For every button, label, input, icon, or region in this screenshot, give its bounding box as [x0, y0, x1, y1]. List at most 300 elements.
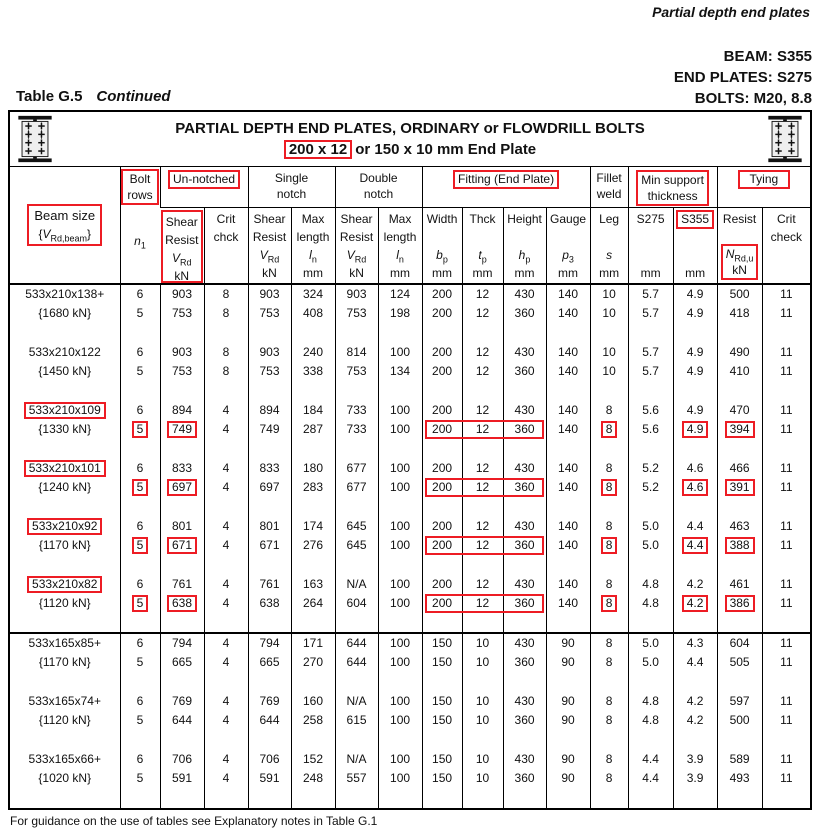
spacer-cell — [160, 555, 204, 575]
highlighted-value: 391 — [725, 479, 755, 496]
data-cell: 4 — [204, 750, 248, 769]
data-cell: 12 — [462, 401, 503, 420]
data-cell: 5.6 — [628, 420, 673, 439]
data-cell: 665 — [160, 653, 204, 672]
data-cell: 733 — [335, 420, 378, 439]
data-cell: 801 — [160, 517, 204, 536]
data-cell: 360 — [503, 653, 546, 672]
data-cell: 150 — [422, 692, 462, 711]
data-cell: 4.8 — [628, 692, 673, 711]
data-cell: 4 — [204, 575, 248, 594]
data-cell: 100 — [378, 401, 422, 420]
data-cell: 11 — [762, 769, 810, 788]
spec-bolts: BOLTS: M20, 8.8 — [694, 90, 812, 107]
data-cell: 11 — [762, 575, 810, 594]
spacer-cell — [160, 323, 204, 343]
data-cell: 100 — [378, 536, 422, 555]
spacer-cell — [120, 672, 160, 692]
beam-capacity-cell: {1120 kN} — [38, 712, 91, 727]
data-cell: 589 — [717, 750, 762, 769]
spacer-cell — [546, 439, 590, 459]
spec-block — [674, 46, 812, 109]
spacer-cell — [10, 323, 120, 343]
data-cell: 5.0 — [628, 517, 673, 536]
data-cell — [673, 478, 717, 497]
spacer-cell — [422, 613, 462, 633]
spacer-cell — [291, 788, 335, 808]
spacer-cell — [10, 730, 120, 750]
data-cell: 4.6 — [673, 459, 717, 478]
header-group-fillet-weld: Fillet weld — [590, 167, 628, 207]
highlighted-value: 5 — [132, 479, 149, 496]
data-cell: 8 — [590, 517, 628, 536]
highlighted-value: 749 — [167, 421, 197, 438]
data-cell: 184 — [291, 401, 335, 420]
spacer-cell — [590, 672, 628, 692]
data-cell: 4.4 — [673, 653, 717, 672]
data-cell: 430 — [503, 284, 546, 304]
data-cell: 100 — [378, 459, 422, 478]
beam-capacity-row — [10, 594, 810, 613]
data-cell: 6 — [120, 633, 160, 653]
data-cell: 140 — [546, 536, 590, 555]
data-cell: 604 — [335, 594, 378, 613]
data-cell: 591 — [248, 769, 291, 788]
data-cell — [717, 594, 762, 613]
spacer-cell — [673, 381, 717, 401]
spacer-cell — [762, 381, 810, 401]
data-cell: 665 — [248, 653, 291, 672]
header-group-min-support: Min support thickness — [628, 167, 717, 207]
data-cell: 10 — [462, 750, 503, 769]
data-cell: 124 — [378, 284, 422, 304]
data-cell: 894 — [248, 401, 291, 420]
spacer-cell — [248, 613, 291, 633]
spacer-cell — [673, 323, 717, 343]
spacer-cell — [546, 613, 590, 633]
data-cell: 140 — [546, 362, 590, 381]
data-cell: 11 — [762, 594, 810, 613]
spacer-cell — [422, 497, 462, 517]
spacer-row — [10, 672, 810, 692]
header-weld-leg: Leg s mm — [590, 207, 628, 284]
spacer-cell — [248, 555, 291, 575]
spacer-cell — [590, 381, 628, 401]
beam-size-label: 533x165x74+ — [28, 693, 101, 708]
data-cell: 10 — [462, 653, 503, 672]
data-cell: 200 — [422, 517, 462, 536]
data-cell: 100 — [378, 769, 422, 788]
data-cell: 761 — [160, 575, 204, 594]
data-cell: 604 — [717, 633, 762, 653]
spacer-row — [10, 613, 810, 633]
spacer-cell — [291, 730, 335, 750]
data-cell: N/A — [335, 692, 378, 711]
data-cell: 160 — [291, 692, 335, 711]
data-cell: 645 — [335, 536, 378, 555]
data-cell: 3.9 — [673, 769, 717, 788]
data-cell: 4.8 — [628, 711, 673, 730]
data-cell: 4.3 — [673, 633, 717, 653]
spacer-cell — [160, 788, 204, 808]
data-cell — [160, 420, 204, 439]
data-cell: 4.9 — [673, 284, 717, 304]
data-cell: 644 — [335, 653, 378, 672]
data-cell: 4 — [204, 536, 248, 555]
highlighted-value: 5 — [132, 537, 149, 554]
spacer-cell — [10, 381, 120, 401]
highlighted-value: 394 — [725, 421, 755, 438]
data-cell: 8 — [590, 750, 628, 769]
beam-capacity-row — [10, 362, 810, 381]
beam-capacity-cell: {1170 kN} — [38, 537, 91, 552]
data-cell: 5.7 — [628, 362, 673, 381]
spacer-cell — [120, 497, 160, 517]
data-cell: 5.0 — [628, 536, 673, 555]
data-cell: 90 — [546, 769, 590, 788]
spacer-cell — [120, 555, 160, 575]
data-cell: 90 — [546, 633, 590, 653]
data-cell: 264 — [291, 594, 335, 613]
data-cell: 8 — [590, 575, 628, 594]
data-cell: 8 — [590, 653, 628, 672]
spacer-row — [10, 381, 810, 401]
header-height: Height $h_p$ mm — [503, 207, 546, 284]
data-cell: 174 — [291, 517, 335, 536]
data-cell: 644 — [160, 711, 204, 730]
beam-capacity-row — [10, 304, 810, 323]
spacer-cell — [160, 497, 204, 517]
spacer-cell — [160, 730, 204, 750]
spacer-cell — [248, 788, 291, 808]
data-cell: 200 — [422, 362, 462, 381]
spacer-cell — [10, 555, 120, 575]
data-cell: 903 — [248, 284, 291, 304]
data-cell: 8 — [204, 284, 248, 304]
spacer-cell — [291, 613, 335, 633]
spacer-cell — [422, 381, 462, 401]
data-cell: 5.2 — [628, 478, 673, 497]
spacer-cell — [248, 497, 291, 517]
spacer-cell — [10, 672, 120, 692]
data-cell: 4.8 — [628, 594, 673, 613]
data-cell — [120, 478, 160, 497]
data-cell: 500 — [717, 284, 762, 304]
spacer-cell — [422, 555, 462, 575]
header-group-unnotched: Un-notched — [160, 167, 248, 207]
beam-capacity-row — [10, 711, 810, 730]
table-title-bar — [10, 112, 810, 167]
spacer-cell — [120, 788, 160, 808]
spacer-cell — [378, 439, 422, 459]
data-cell: 753 — [248, 304, 291, 323]
data-cell: 10 — [590, 284, 628, 304]
data-cell — [717, 478, 762, 497]
capacity-table — [10, 167, 810, 808]
data-cell: 557 — [335, 769, 378, 788]
data-cell: 8 — [204, 304, 248, 323]
beam-capacity-cell: {1020 kN} — [38, 770, 92, 785]
spacer-cell — [335, 788, 378, 808]
data-cell: 3.9 — [673, 750, 717, 769]
spacer-cell — [335, 613, 378, 633]
data-cell: 8 — [590, 459, 628, 478]
data-cell: 733 — [335, 401, 378, 420]
data-cell: 90 — [546, 692, 590, 711]
beam-row — [10, 459, 810, 478]
data-cell: 171 — [291, 633, 335, 653]
spacer-cell — [204, 730, 248, 750]
spacer-cell — [717, 672, 762, 692]
spacer-cell — [462, 788, 503, 808]
data-cell: 12 — [462, 536, 503, 555]
data-cell — [673, 420, 717, 439]
beam-size-cell — [10, 692, 120, 711]
footer-note: For guidance on the use of tables see Explanatory notes in Table G.1 — [10, 814, 378, 828]
spacer-cell — [291, 672, 335, 692]
spacer-cell — [503, 788, 546, 808]
beam-row — [10, 284, 810, 304]
data-cell — [717, 420, 762, 439]
spacer-cell — [462, 672, 503, 692]
data-cell: 360 — [503, 304, 546, 323]
highlighted-value: 8 — [601, 595, 618, 612]
spacer-row — [10, 439, 810, 459]
data-cell: 12 — [462, 575, 503, 594]
data-cell: 200 — [422, 401, 462, 420]
data-cell: 90 — [546, 653, 590, 672]
highlighted-value: 8 — [601, 479, 618, 496]
spacer-cell — [503, 323, 546, 343]
data-cell: 100 — [378, 692, 422, 711]
data-cell: 10 — [462, 769, 503, 788]
beam-size-cell — [10, 459, 120, 478]
data-cell: 11 — [762, 653, 810, 672]
data-cell: 10 — [462, 633, 503, 653]
spacer-cell — [546, 730, 590, 750]
data-cell: 11 — [762, 343, 810, 362]
spacer-cell — [462, 730, 503, 750]
data-cell: 163 — [291, 575, 335, 594]
beam-size-cell — [10, 750, 120, 769]
data-cell: 12 — [462, 284, 503, 304]
spacer-cell — [10, 613, 120, 633]
data-cell: 100 — [378, 343, 422, 362]
beam-size-label: 533x210x101 — [24, 460, 106, 477]
data-cell: 4.9 — [673, 304, 717, 323]
data-cell: 903 — [335, 284, 378, 304]
spacer-cell — [120, 323, 160, 343]
spec-beam: BEAM: S355 — [723, 48, 812, 65]
data-cell: 12 — [462, 594, 503, 613]
table-title — [60, 118, 760, 160]
header-unnotched-crit: Crit chck — [204, 207, 248, 284]
data-cell: 5 — [120, 769, 160, 788]
spacer-cell — [335, 672, 378, 692]
data-cell: 4.9 — [673, 362, 717, 381]
spacer-cell — [546, 788, 590, 808]
spacer-cell — [628, 439, 673, 459]
data-cell — [673, 594, 717, 613]
spacer-cell — [204, 381, 248, 401]
data-cell: 283 — [291, 478, 335, 497]
spacer-cell — [628, 730, 673, 750]
spacer-cell — [462, 555, 503, 575]
spacer-cell — [378, 613, 422, 633]
data-cell: 6 — [120, 284, 160, 304]
data-cell: 677 — [335, 478, 378, 497]
data-cell: 150 — [422, 633, 462, 653]
data-cell: 4.2 — [673, 711, 717, 730]
beam-capacity-row — [10, 536, 810, 555]
beam-row — [10, 343, 810, 362]
spacer-cell — [503, 555, 546, 575]
data-cell: 8 — [590, 633, 628, 653]
data-cell: 140 — [546, 284, 590, 304]
data-cell: 671 — [248, 536, 291, 555]
data-cell: 140 — [546, 594, 590, 613]
highlighted-value: 4.4 — [682, 537, 709, 554]
spacer-cell — [762, 497, 810, 517]
data-cell — [120, 594, 160, 613]
data-cell: 240 — [291, 343, 335, 362]
highlighted-value: 4.6 — [682, 479, 709, 496]
spacer-cell — [422, 672, 462, 692]
spacer-cell — [717, 381, 762, 401]
data-cell: 200 — [422, 459, 462, 478]
data-cell: 903 — [160, 284, 204, 304]
spacer-cell — [590, 497, 628, 517]
spacer-cell — [120, 439, 160, 459]
spacer-cell — [291, 497, 335, 517]
data-cell: 140 — [546, 304, 590, 323]
spacer-cell — [248, 439, 291, 459]
spacer-cell — [160, 672, 204, 692]
highlighted-value: 5 — [132, 595, 149, 612]
beam-size-label: 533x165x85+ — [28, 635, 101, 650]
data-cell: 490 — [717, 343, 762, 362]
spacer-cell — [335, 381, 378, 401]
spacer-cell — [717, 555, 762, 575]
data-cell: 140 — [546, 517, 590, 536]
data-cell: 100 — [378, 594, 422, 613]
spacer-cell — [204, 323, 248, 343]
spacer-cell — [335, 497, 378, 517]
data-cell: 4 — [204, 692, 248, 711]
data-cell: 200 — [422, 304, 462, 323]
spacer-cell — [204, 555, 248, 575]
data-cell: 903 — [160, 343, 204, 362]
beam-size-cell — [10, 343, 120, 362]
data-cell: 8 — [590, 711, 628, 730]
spacer-cell — [717, 497, 762, 517]
data-cell: 4.4 — [673, 517, 717, 536]
beam-size-label: 533x210x92 — [27, 518, 102, 535]
beam-row — [10, 692, 810, 711]
data-cell: 100 — [378, 711, 422, 730]
spacer-cell — [248, 730, 291, 750]
data-cell: 761 — [248, 575, 291, 594]
data-cell — [120, 420, 160, 439]
highlighted-value: 5 — [132, 421, 149, 438]
data-cell: 10 — [462, 692, 503, 711]
data-cell: 12 — [462, 362, 503, 381]
spacer-cell — [762, 788, 810, 808]
spacer-cell — [590, 730, 628, 750]
data-cell: 100 — [378, 478, 422, 497]
beam-row — [10, 750, 810, 769]
data-cell: 769 — [160, 692, 204, 711]
table-reference — [16, 88, 171, 105]
data-cell: 638 — [248, 594, 291, 613]
spacer-cell — [590, 788, 628, 808]
data-cell: 5.0 — [628, 653, 673, 672]
data-cell: 12 — [462, 517, 503, 536]
spacer-cell — [628, 381, 673, 401]
spacer-cell — [378, 555, 422, 575]
data-cell: 200 — [422, 575, 462, 594]
plate-size-highlight: 200 x 12 — [284, 140, 352, 159]
data-cell: 12 — [462, 459, 503, 478]
spacer-cell — [503, 613, 546, 633]
data-cell: 410 — [717, 362, 762, 381]
data-cell — [160, 536, 204, 555]
data-cell: 360 — [503, 478, 546, 497]
data-cell: 8 — [590, 769, 628, 788]
spacer-cell — [378, 730, 422, 750]
spacer-row — [10, 788, 810, 808]
data-cell: 463 — [717, 517, 762, 536]
data-cell: 4.2 — [673, 575, 717, 594]
data-cell: 4.9 — [673, 343, 717, 362]
spec-end-plates: END PLATES: S275 — [673, 69, 812, 86]
spacer-row — [10, 730, 810, 750]
spacer-cell — [462, 613, 503, 633]
data-cell: 248 — [291, 769, 335, 788]
spacer-cell — [10, 497, 120, 517]
data-cell: 5.2 — [628, 459, 673, 478]
data-cell — [160, 478, 204, 497]
header-thck: Thck $t_p$ mm — [462, 207, 503, 284]
data-cell: 5 — [120, 711, 160, 730]
data-cell: N/A — [335, 575, 378, 594]
data-cell: 100 — [378, 420, 422, 439]
data-cell: 360 — [503, 711, 546, 730]
beam-capacity-cell: {1240 kN} — [38, 479, 92, 494]
spacer-cell — [462, 497, 503, 517]
data-cell: 150 — [422, 750, 462, 769]
spacer-cell — [335, 555, 378, 575]
spacer-cell — [378, 497, 422, 517]
data-cell: 100 — [378, 750, 422, 769]
data-cell: 418 — [717, 304, 762, 323]
data-cell — [673, 536, 717, 555]
data-cell: 8 — [204, 343, 248, 362]
spacer-cell — [717, 439, 762, 459]
spacer-cell — [673, 613, 717, 633]
data-cell: 360 — [503, 594, 546, 613]
data-cell: 5.7 — [628, 343, 673, 362]
data-cell: 697 — [248, 478, 291, 497]
beam-capacity-cell: {1330 kN} — [38, 421, 92, 436]
data-cell: 140 — [546, 478, 590, 497]
data-cell: 644 — [248, 711, 291, 730]
data-cell: 461 — [717, 575, 762, 594]
data-cell: 140 — [546, 459, 590, 478]
beam-size-label: 533x210x138+ — [25, 286, 105, 301]
data-cell: 90 — [546, 750, 590, 769]
data-cell: 10 — [462, 711, 503, 730]
